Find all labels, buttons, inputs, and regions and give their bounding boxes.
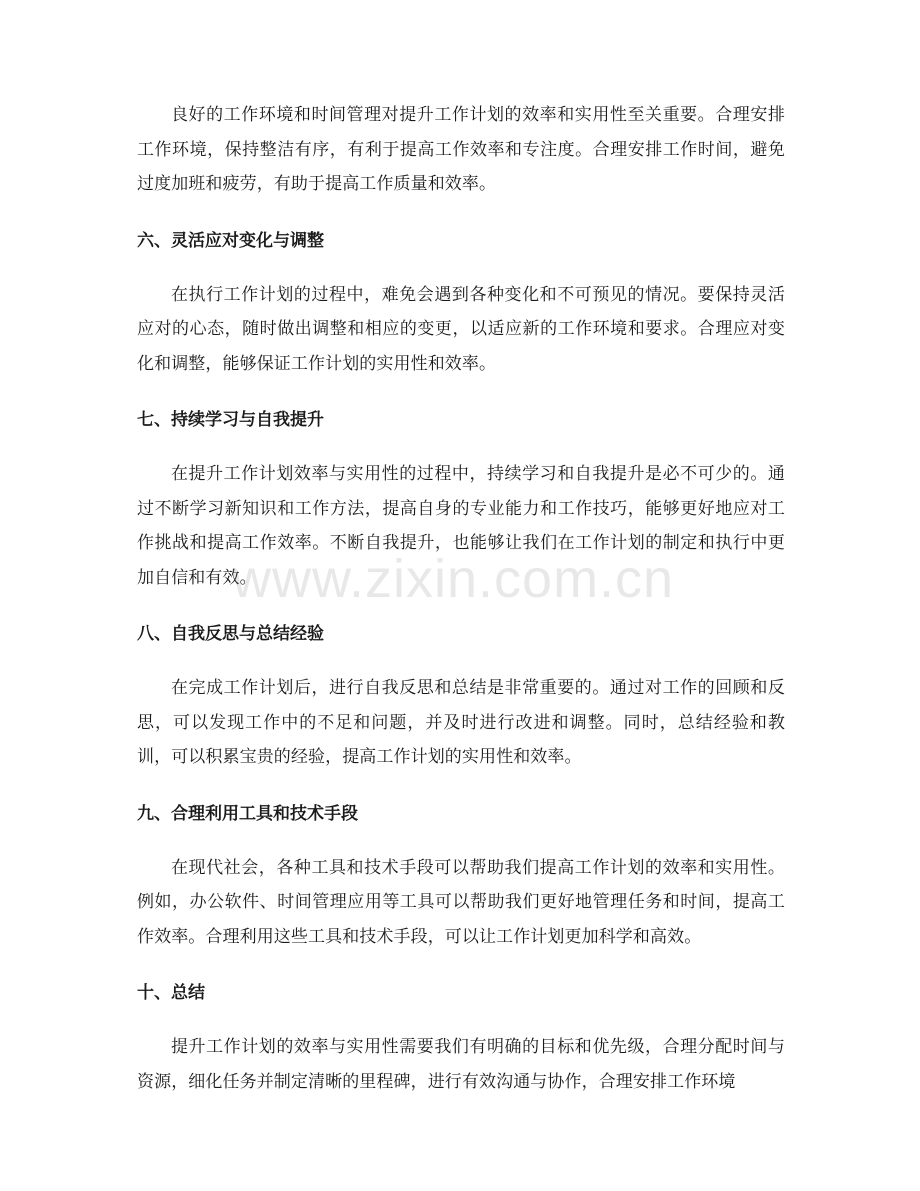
section-body-9: 在现代社会，各种工具和技术手段可以帮助我们提高工作计划的效率和实用性。例如，办公软件、时间管理应用等工具可以帮助我们更好地管理任务和时间，提高工作效率。合理利用这些工具和技术手段，可以让工作计划更加科学和高效。 (137, 857, 785, 947)
document-content (137, 98, 785, 1099)
watermark: www.zixin.com.cn (232, 549, 675, 609)
section-heading-8: 八、自我反思与总结经验 (137, 624, 324, 644)
section-body-7: 在提升工作计划效率与实用性的过程中，持续学习和自我提升是必不可少的。通过不断学习新知识和工作方法，提高自身的专业能力和工作技巧，能够更好地应对工作挑战和提高工作效率。不断自我提升，也能够让我们在工作计划的制定和执行中更加自信和有效。 (137, 464, 785, 588)
section-heading-9: 九、合理利用工具和技术手段 (137, 803, 358, 824)
section-heading-6: 六、灵活应对变化与调整 (137, 230, 324, 251)
section-body-8: 在完成工作计划后，进行自我反思和总结是非常重要的。通过对工作的回顾和反思，可以发现工作中的不足和问题，并及时进行改进和调整。同时，总结经验和教训，可以积累宝贵的经验，提高工作计划的实用性和效率。 (137, 678, 785, 767)
section-body-6: 在执行工作计划的过程中，难免会遇到各种变化和不可预见的情况。要保持灵活应对的心态，随时做出调整和相应的变更，以适应新的工作环境和要求。合理应对变化和调整，能够保证工作计划的实用性和效率。 (137, 284, 785, 374)
section-heading-10: 十、总结 (137, 983, 205, 1003)
section-body-10: 提升工作计划的效率与实用性需要我们有明确的目标和优先级，合理分配时间与资源，细化任务并制定清晰的里程碑，进行有效沟通与协作，合理安排工作环境 (137, 1037, 785, 1092)
intro-paragraph: 良好的工作环境和时间管理对提升工作计划的效率和实用性至关重要。合理安排工作环境，保持整洁有序，有利于提高工作效率和专注度。合理安排工作时间，避免过度加班和疲劳，有助于提高工作质量和效率。 (137, 105, 785, 194)
section-heading-7: 七、持续学习与自我提升 (137, 410, 324, 430)
